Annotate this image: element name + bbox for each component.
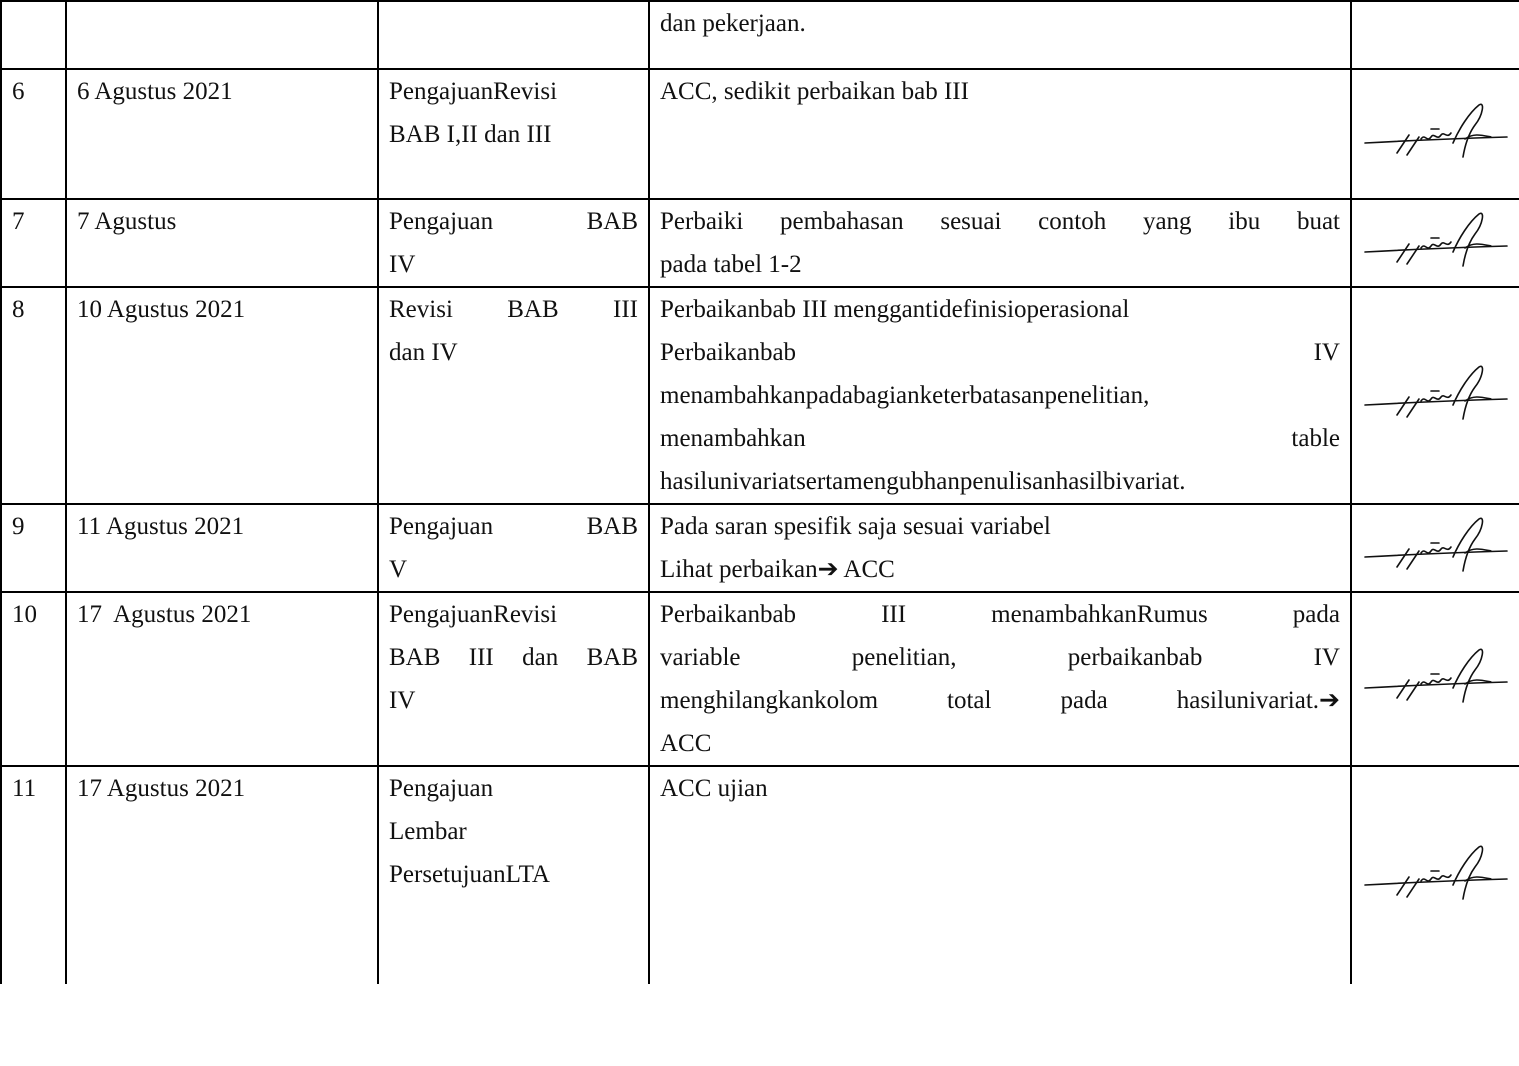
table-body (1, 1, 1519, 984)
signature (1352, 767, 1519, 984)
activity-line: dan IV (389, 339, 458, 366)
date-cell (66, 287, 378, 504)
notes-line: ACC ujian (660, 775, 768, 802)
signature-image (1361, 208, 1511, 278)
activity-line: Pengajuan BAB (389, 513, 638, 540)
notes-cell (649, 592, 1351, 766)
signature-cell (1351, 69, 1519, 199)
table-row (1, 69, 1519, 199)
activity-line: PengajuanRevisi (389, 601, 558, 628)
activity-line: BAB I,II dan III (389, 121, 552, 148)
activity-line: BAB III dan BAB (389, 644, 638, 671)
row-number: 9 (12, 513, 25, 540)
activity-line: Pengajuan (389, 775, 494, 802)
row-number: 10 (12, 601, 37, 628)
activity-cell (378, 199, 649, 287)
activity-cell (378, 287, 649, 504)
table-row (1, 766, 1519, 984)
row-number-cell (1, 504, 66, 592)
notes-line: Perbaikanbab III menggantidefinisioperasional (660, 296, 1130, 323)
activity-line: Pengajuan BAB (389, 208, 638, 235)
row-number-cell (1, 1, 66, 69)
notes-line: dan pekerjaan. (660, 10, 806, 37)
table-row (1, 1, 1519, 69)
signature-cell (1351, 504, 1519, 592)
activity-cell (378, 69, 649, 199)
notes-line: menghilangkankolom total pada hasilunivariat.➔ (660, 687, 1340, 714)
notes-line: pada tabel 1-2 (660, 251, 802, 278)
date-cell (66, 1, 378, 69)
signature-cell (1351, 199, 1519, 287)
signature-cell (1351, 766, 1519, 984)
notes-cell (649, 69, 1351, 199)
date-text: 17 Agustus 2021 (77, 775, 246, 802)
signature-image (1361, 841, 1511, 911)
row-number-cell (1, 287, 66, 504)
table-row (1, 287, 1519, 504)
row-number-cell (1, 69, 66, 199)
activity-cell (378, 592, 649, 766)
activity-line: IV (389, 687, 416, 714)
activity-cell (378, 1, 649, 69)
row-number-cell (1, 199, 66, 287)
activity-line: Lembar (389, 818, 467, 845)
notes-cell (649, 199, 1351, 287)
notes-line: Lihat perbaikan➔ ACC (660, 556, 895, 583)
activity-line: IV (389, 251, 416, 278)
date-text: 7 Agustus (77, 208, 177, 235)
table-row (1, 199, 1519, 287)
signature (1352, 70, 1519, 198)
activity-line: PengajuanRevisi (389, 78, 558, 105)
signature-cell (1351, 287, 1519, 504)
date-cell (66, 504, 378, 592)
date-text: 17 Agustus 2021 (77, 601, 252, 628)
notes-line: Perbaiki pembahasan sesuai contoh yang ibu buat (660, 208, 1340, 235)
date-cell (66, 592, 378, 766)
row-number: 8 (12, 296, 25, 323)
notes-line: menambahkanpadabagianketerbatasanpenelitian, (660, 382, 1150, 409)
signature (1352, 288, 1519, 503)
row-number-cell (1, 592, 66, 766)
activity-cell (378, 504, 649, 592)
signature-cell (1351, 592, 1519, 766)
row-number-cell (1, 766, 66, 984)
table-row (1, 592, 1519, 766)
date-cell (66, 69, 378, 199)
table-row (1, 504, 1519, 592)
row-number: 6 (12, 78, 25, 105)
date-text: 6 Agustus 2021 (77, 78, 233, 105)
signature-image (1361, 644, 1511, 714)
signature (1352, 200, 1519, 286)
notes-line: Perbaikanbab IV (660, 339, 1340, 366)
date-text: 10 Agustus 2021 (77, 296, 246, 323)
notes-cell (649, 1, 1351, 69)
notes-cell (649, 287, 1351, 504)
notes-line: ACC, sedikit perbaikan bab III (660, 78, 969, 105)
row-number: 7 (12, 208, 25, 235)
signature-image (1361, 361, 1511, 431)
notes-line: Perbaikanbab III menambahkanRumus pada (660, 601, 1340, 628)
signature (1352, 593, 1519, 765)
signature-cell (1351, 1, 1519, 69)
notes-line: menambahkan table (660, 425, 1340, 452)
activity-line: PersetujuanLTA (389, 861, 550, 888)
row-number: 11 (12, 775, 37, 802)
date-text: 11 Agustus 2021 (77, 513, 245, 540)
signature-image (1361, 99, 1511, 169)
date-cell (66, 199, 378, 287)
activity-cell (378, 766, 649, 984)
notes-cell (649, 766, 1351, 984)
notes-cell (649, 504, 1351, 592)
activity-line: Revisi BAB III (389, 296, 638, 323)
notes-line: ACC (660, 730, 712, 757)
date-cell (66, 766, 378, 984)
notes-line: hasilunivariatsertamengubhanpenulisanhasilbivariat. (660, 468, 1186, 495)
activity-line: V (389, 556, 408, 583)
signature-image (1361, 513, 1511, 583)
notes-line: Pada saran spesifik saja sesuai variabel (660, 513, 1051, 540)
signature (1352, 505, 1519, 591)
notes-line: variable penelitian, perbaikanbab IV (660, 644, 1340, 671)
